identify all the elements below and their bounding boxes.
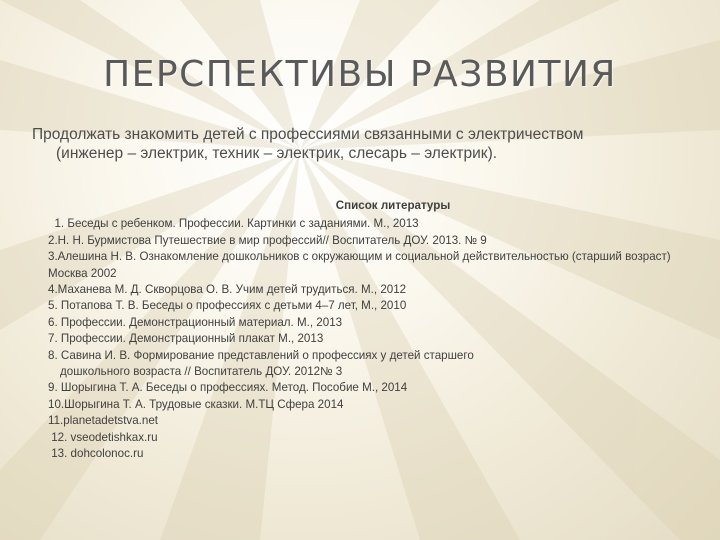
references-list <box>48 198 708 463</box>
intro-text <box>32 125 692 163</box>
intro-line-2: (инженер – электрик, техник – электрик, слесарь – электрик). <box>56 145 498 162</box>
reference-item: 1. Беседы с ребенком. Профессии. Картинки с заданиями. М., 2013 <box>48 217 419 231</box>
reference-item: 4.Маханева М. Д. Скворцова О. В. Учим детей трудиться. М., 2012 <box>48 283 407 297</box>
reference-item-link: 12. vseodetishkax.ru <box>48 430 158 444</box>
intro-line-1: Продолжать знакомить детей с профессиями связанными с электричеством <box>32 126 584 143</box>
reference-item: 8. Савина И. В. Формирование представлений о профессиях у детей старшего <box>48 348 474 362</box>
reference-item: 9. Шорыгина Т. А. Беседы о профессиях. Метод. Пособие М., 2014 <box>48 381 408 395</box>
reference-item: 2.Н. Н. Бурмистова Путешествие в мир профессий// Воспитатель ДОУ. 2013. № 9 <box>48 233 487 247</box>
reference-item-continuation: дошкольного возраста // Воспитатель ДОУ. 2012№ 3 <box>60 365 343 379</box>
reference-item: 5. Потапова Т. В. Беседы о профессиях с детьми 4–7 лет, М., 2010 <box>48 299 407 313</box>
slide-title: ПЕРСПЕКТИВЫ РАЗВИТИЯ <box>103 54 617 95</box>
references-heading: Список литературы <box>335 199 451 212</box>
reference-item: 6. Профессии. Демонстрационный материал. М., 2013 <box>48 315 343 329</box>
reference-item-link: 11.planetadetstva.net <box>48 414 159 428</box>
reference-item: 7. Профессии. Демонстрационный плакат М., 2013 <box>48 332 324 346</box>
reference-item-link: 13. dohcolonoc.ru <box>48 447 144 461</box>
reference-item: 3.Алешина Н. В. Ознакомление дошкольников с окружающим и социальной действительностью (старший возраст) Москва 2002 <box>48 250 671 280</box>
reference-item: 10.Шорыгина Т. А. Трудовые сказки. М.ТЦ Сфера 2014 <box>48 397 344 411</box>
